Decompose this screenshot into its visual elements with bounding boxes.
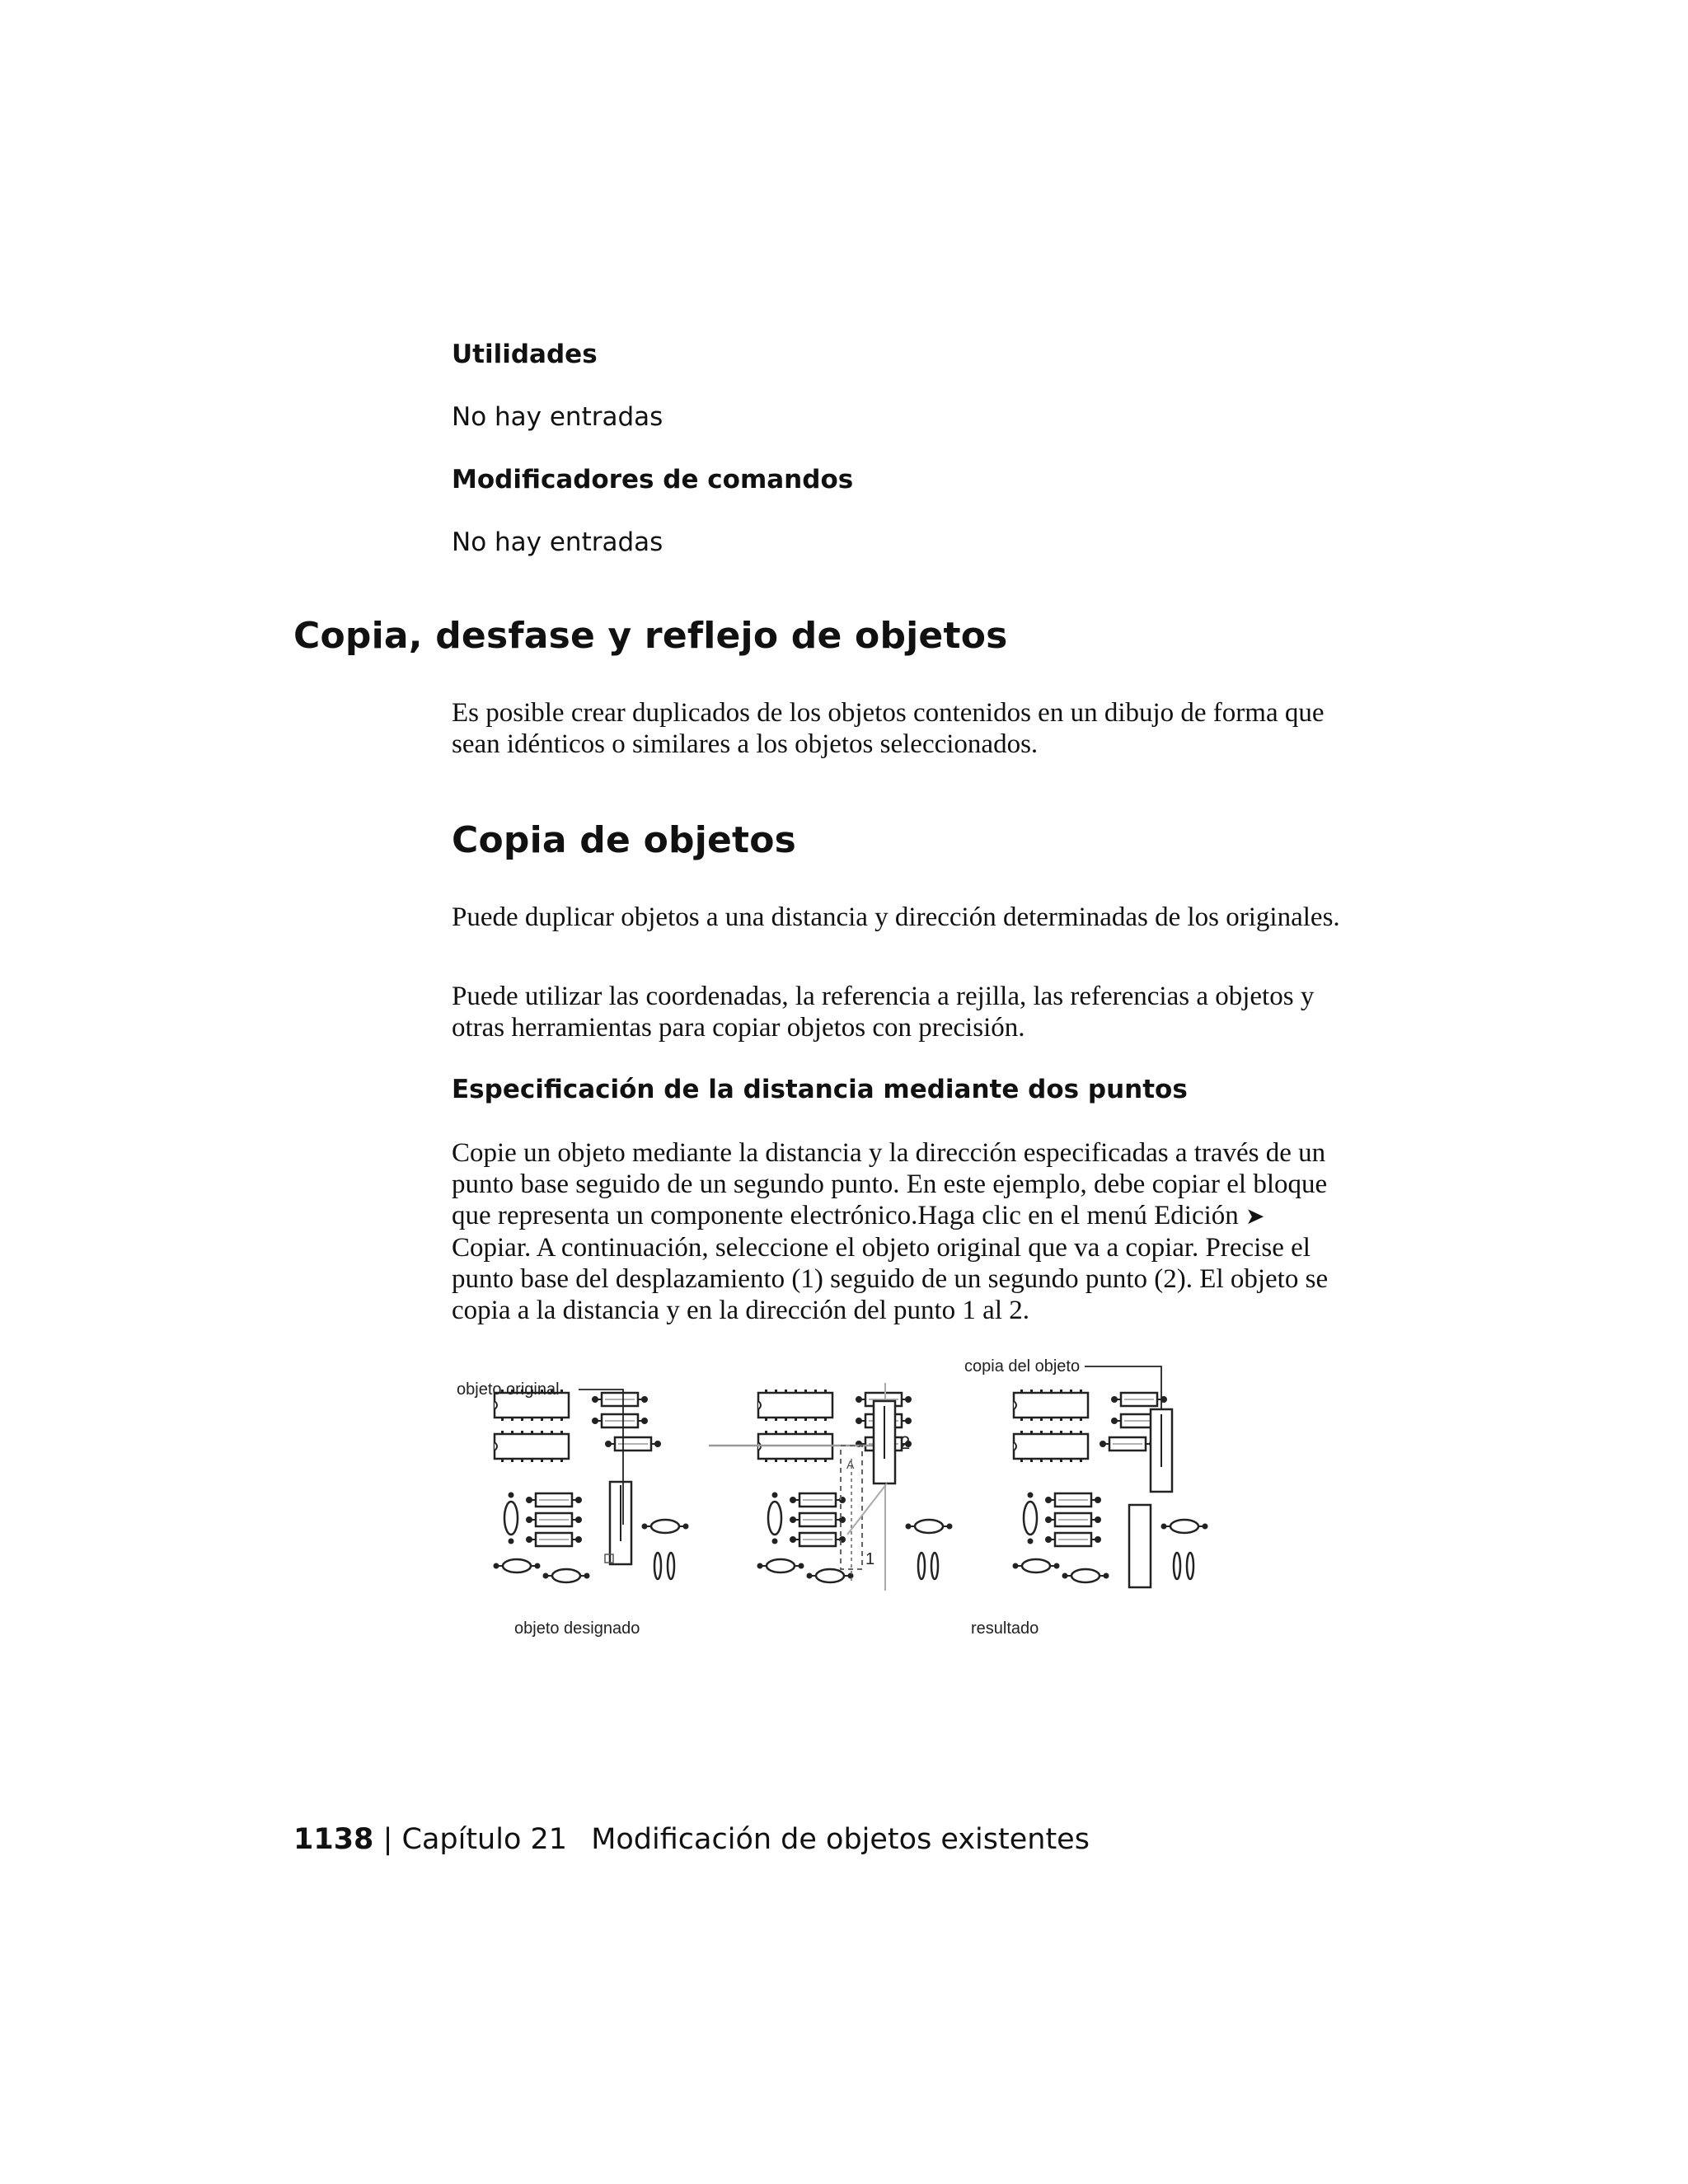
utilidades-text: No hay entradas [452, 402, 663, 432]
page-title: Copia, desfase y reflejo de objetos [293, 615, 1008, 657]
footer-separator: | [382, 1823, 393, 1856]
page-number: 1138 [293, 1823, 374, 1856]
copy-objects-figure [445, 1343, 1220, 1640]
point-2-label: 2 [900, 1432, 911, 1453]
subsection-title: Especificación de la distancia mediante dos puntos [452, 1075, 1188, 1104]
label-copia-del-objeto: copia del objeto [964, 1357, 1081, 1376]
paragraph-copie-part2: Copiar. A continuación, seleccione el objeto original que va a copiar. Precise el punto base del desplazamiento (1) seguido de un segundo punto (2). El objeto se copia a la distancia y en la dirección del punto 1 al 2. [452, 1233, 1329, 1325]
menu-arrow-icon: ➤ [1245, 1202, 1265, 1230]
chapter-label: Capítulo 21 [401, 1823, 568, 1856]
section-title: Copia de objetos [452, 819, 797, 861]
chapter-title: Modificación de objetos existentes [591, 1823, 1090, 1856]
label-objeto-designado: objeto designado [514, 1619, 640, 1638]
figure-panel-resultado [964, 1357, 1208, 1638]
paragraph-copie-part1: Copie un objeto mediante la distancia y la dirección especificadas a través de un punto base seguido de un segundo punto. En este ejemplo, debe copiar el bloque que representa un componente electrónico.Haga clic en el menú Edición [452, 1138, 1328, 1230]
modificadores-text: No hay entradas [452, 527, 663, 557]
intro-paragraph: Es posible crear duplicados de los objetos contenidos en un dibujo de forma que sean idénticos o similares a los objetos seleccionados. [452, 698, 1325, 759]
paragraph-copie [452, 1137, 1342, 1326]
label-resultado: resultado [971, 1619, 1039, 1638]
paragraph-duplicar: Puede duplicar objetos a una distancia y dirección determinadas de los originales. [452, 902, 1340, 932]
modificadores-heading: Modificadores de comandos [452, 465, 854, 494]
paragraph-utilizar: Puede utilizar las coordenadas, la referencia a rejilla, las referencias a objetos y otras herramientas para copiar objetos con precisión. [452, 982, 1315, 1043]
page-footer [293, 1823, 1090, 1856]
figure-panel-designado [709, 1383, 953, 1591]
label-objeto-original: objeto original [457, 1380, 560, 1399]
point-a-label: A [846, 1458, 855, 1471]
utilidades-heading: Utilidades [452, 340, 598, 369]
figure-panel-original [457, 1380, 689, 1638]
point-1-label: 1 [865, 1550, 875, 1568]
